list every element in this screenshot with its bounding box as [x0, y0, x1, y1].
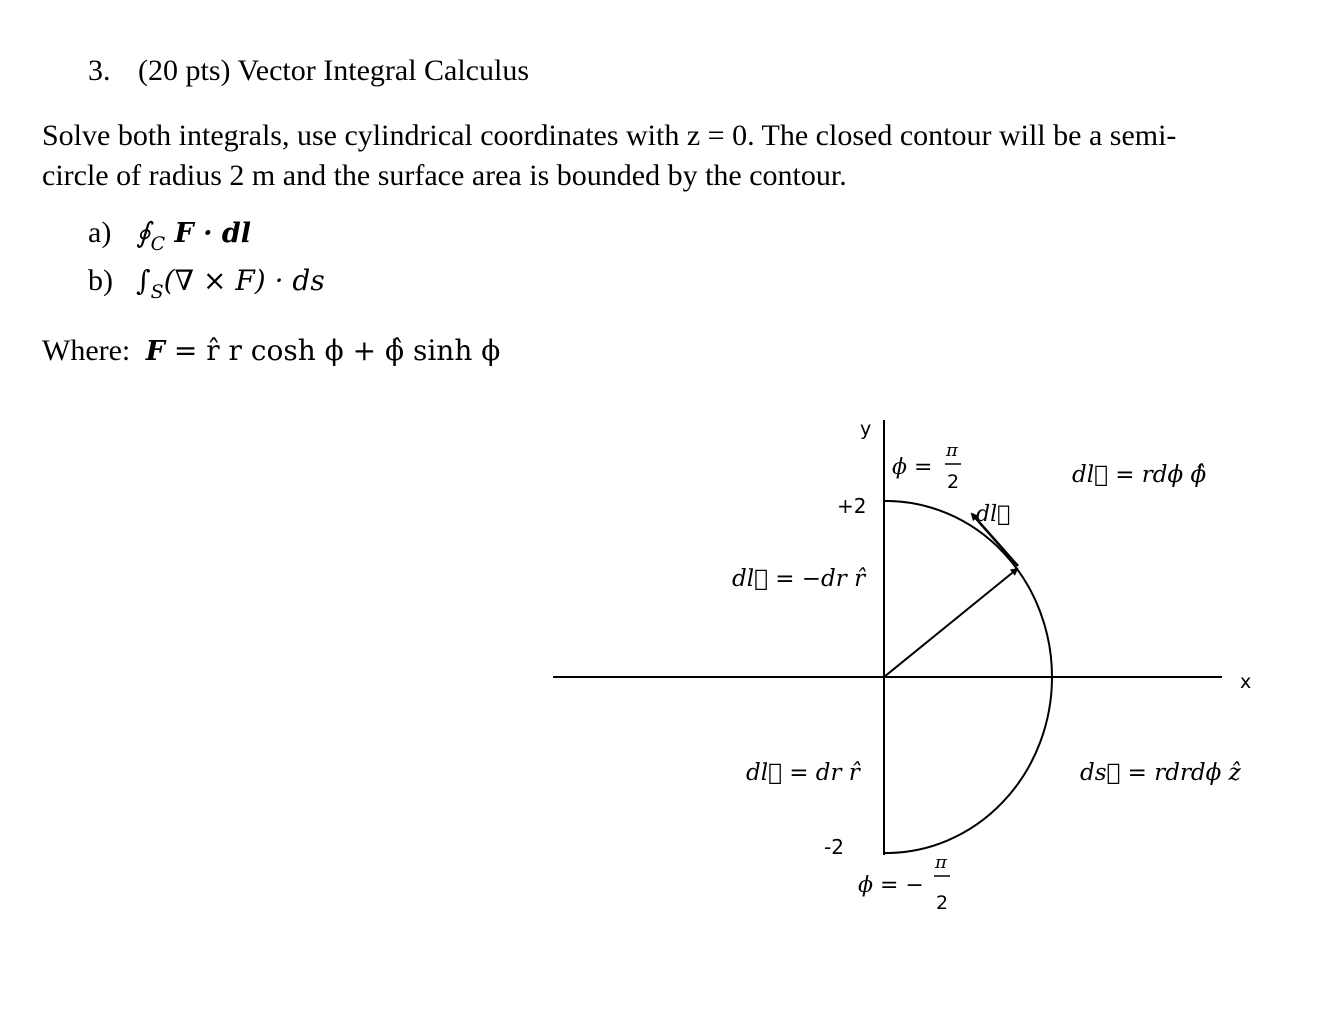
phi-top-pi: π — [946, 440, 958, 461]
part-a-integral-symbol: ∮ — [136, 216, 151, 249]
tick-plus-2: +2 — [837, 494, 867, 518]
part-b-expression: (∇ × F) · ds — [163, 264, 325, 297]
part-a-subscript: C — [150, 233, 166, 255]
part-b-label: b) — [88, 264, 113, 297]
arc-dl-equation: dl⃗ = rdϕ ϕ̂ — [1072, 462, 1207, 488]
phi-top-two: 2 — [947, 471, 960, 493]
lower-segment-dl-equation: dl⃗ = dr r̂ — [746, 760, 860, 786]
phi-bottom-two: 2 — [936, 892, 949, 914]
y-axis-label: y — [860, 418, 872, 440]
problem-title: (20 pts) Vector Integral Calculus — [138, 54, 530, 87]
part-b-subscript: S — [150, 281, 164, 303]
tick-minus-2: -2 — [824, 835, 844, 859]
part-a-expression: F · dl — [165, 218, 252, 249]
tangent-dl-label: dl⃗ — [976, 502, 1011, 527]
phi-bottom-pi: π — [935, 852, 947, 873]
description-line-2: circle of radius 2 m and the surface area is bounded by the contour. — [42, 159, 847, 192]
part-b-integral-symbol: ∫ — [136, 264, 151, 297]
upper-segment-dl-equation: dl⃗ = −dr r̂ — [732, 566, 866, 592]
phi-top-label: ϕ = — [892, 455, 933, 480]
problem-number: 3. — [88, 54, 111, 87]
description-line-1: Solve both integrals, use cylindrical coordinates with z = 0. The closed contour will be a semi- — [42, 119, 1177, 152]
where-label: Where: — [42, 334, 131, 367]
x-axis-label: x — [1240, 671, 1252, 693]
radius-arrow — [884, 569, 1017, 677]
phi-bottom-label: ϕ = − — [858, 873, 924, 898]
where-expression: = r̂ r cosh ϕ + ϕ̂ sinh ϕ — [164, 334, 501, 367]
part-a-label: a) — [88, 216, 112, 249]
where-F: F — [145, 336, 165, 367]
surface-ds-equation: ds⃗ = rdrdϕ ẑ — [1080, 760, 1241, 786]
